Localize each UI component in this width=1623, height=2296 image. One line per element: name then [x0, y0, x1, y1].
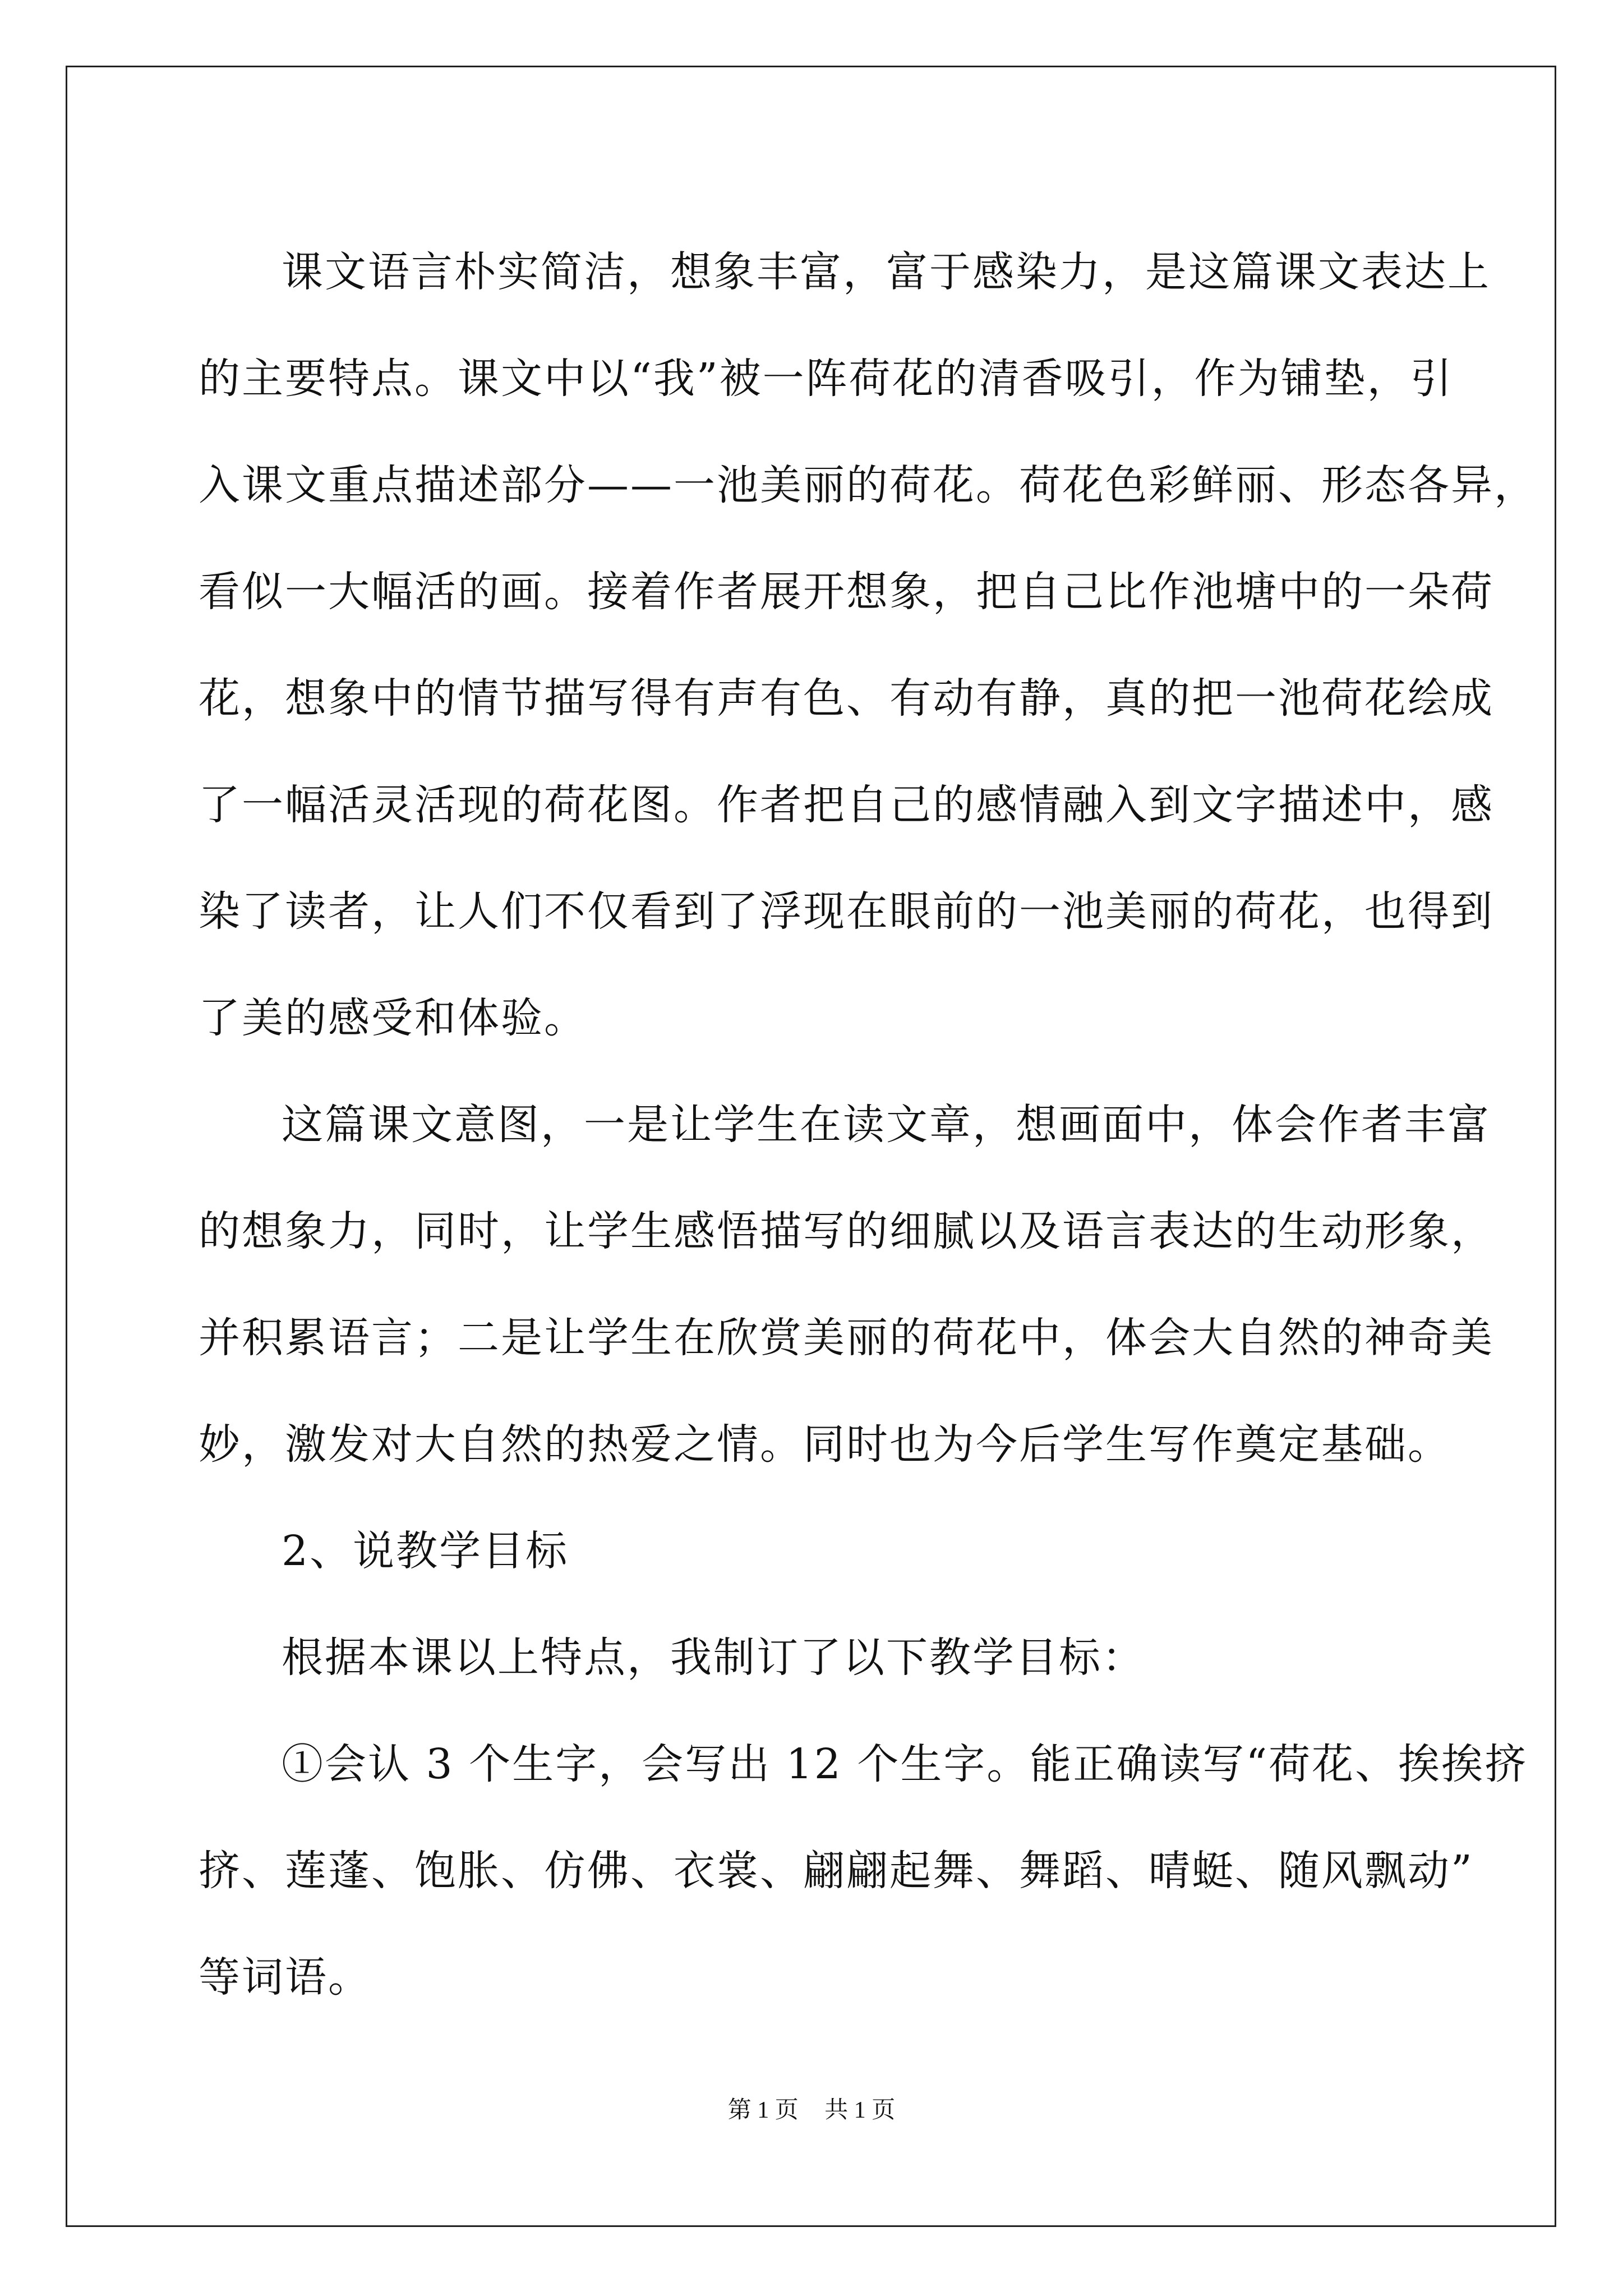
text-line: 妙，激发对大自然的热爱之情。同时也为今后学生写作奠定基础。 [199, 1420, 1451, 1469]
text-line: 的想象力，同时，让学生感悟描写的细腻以及语言表达的生动形象， [199, 1207, 1494, 1255]
text-line: 并积累语言；二是让学生在欣赏美丽的荷花中，体会大自然的神奇美 [199, 1314, 1494, 1362]
text-line: 入课文重点描述部分——一池美丽的荷花。荷花色彩鲜丽、形态各异， [199, 461, 1537, 509]
text-line: 的主要特点。课文中以“我”被一阵荷花的清香吸引，作为铺垫，引 [199, 355, 1454, 403]
text-line: ①会认 3 个生字，会写出 12 个生字。能正确读写“荷花、挨挨挤 [282, 1740, 1528, 1788]
text-line: 染了读者，让人们不仅看到了浮现在眼前的一池美丽的荷花，也得到 [199, 887, 1494, 936]
text-line: 这篇课文意图，一是让学生在读文章，想画面中，体会作者丰富 [282, 1101, 1491, 1149]
text-line: 等词语。 [199, 1953, 371, 2001]
page-total: 共 1 页 [824, 2097, 896, 2123]
text-line: 了美的感受和体验。 [199, 994, 587, 1042]
text-line: 挤、莲蓬、饱胀、仿佛、衣裳、翩翩起舞、舞蹈、晴蜓、随风飘动” [199, 1847, 1474, 1895]
text-line: 根据本课以上特点，我制订了以下教学目标： [282, 1634, 1145, 1682]
document-body [199, 219, 1537, 2031]
text-line: 看似一大幅活的画。接着作者展开想象，把自己比作池塘中的一朵荷 [199, 568, 1494, 616]
page-number: 第 1 页 [727, 2097, 799, 2123]
text-line: 花，想象中的情节描写得有声有色、有动有静，真的把一池荷花绘成 [199, 674, 1494, 723]
section-heading: 2、说教学目标 [282, 1527, 569, 1575]
text-line: 了一幅活灵活现的荷花图。作者把自己的感情融入到文字描述中，感 [199, 781, 1494, 829]
text-line: 课文语言朴实简洁，想象丰富，富于感染力，是这篇课文表达上 [282, 248, 1491, 296]
page-footer [0, 2093, 1623, 2127]
